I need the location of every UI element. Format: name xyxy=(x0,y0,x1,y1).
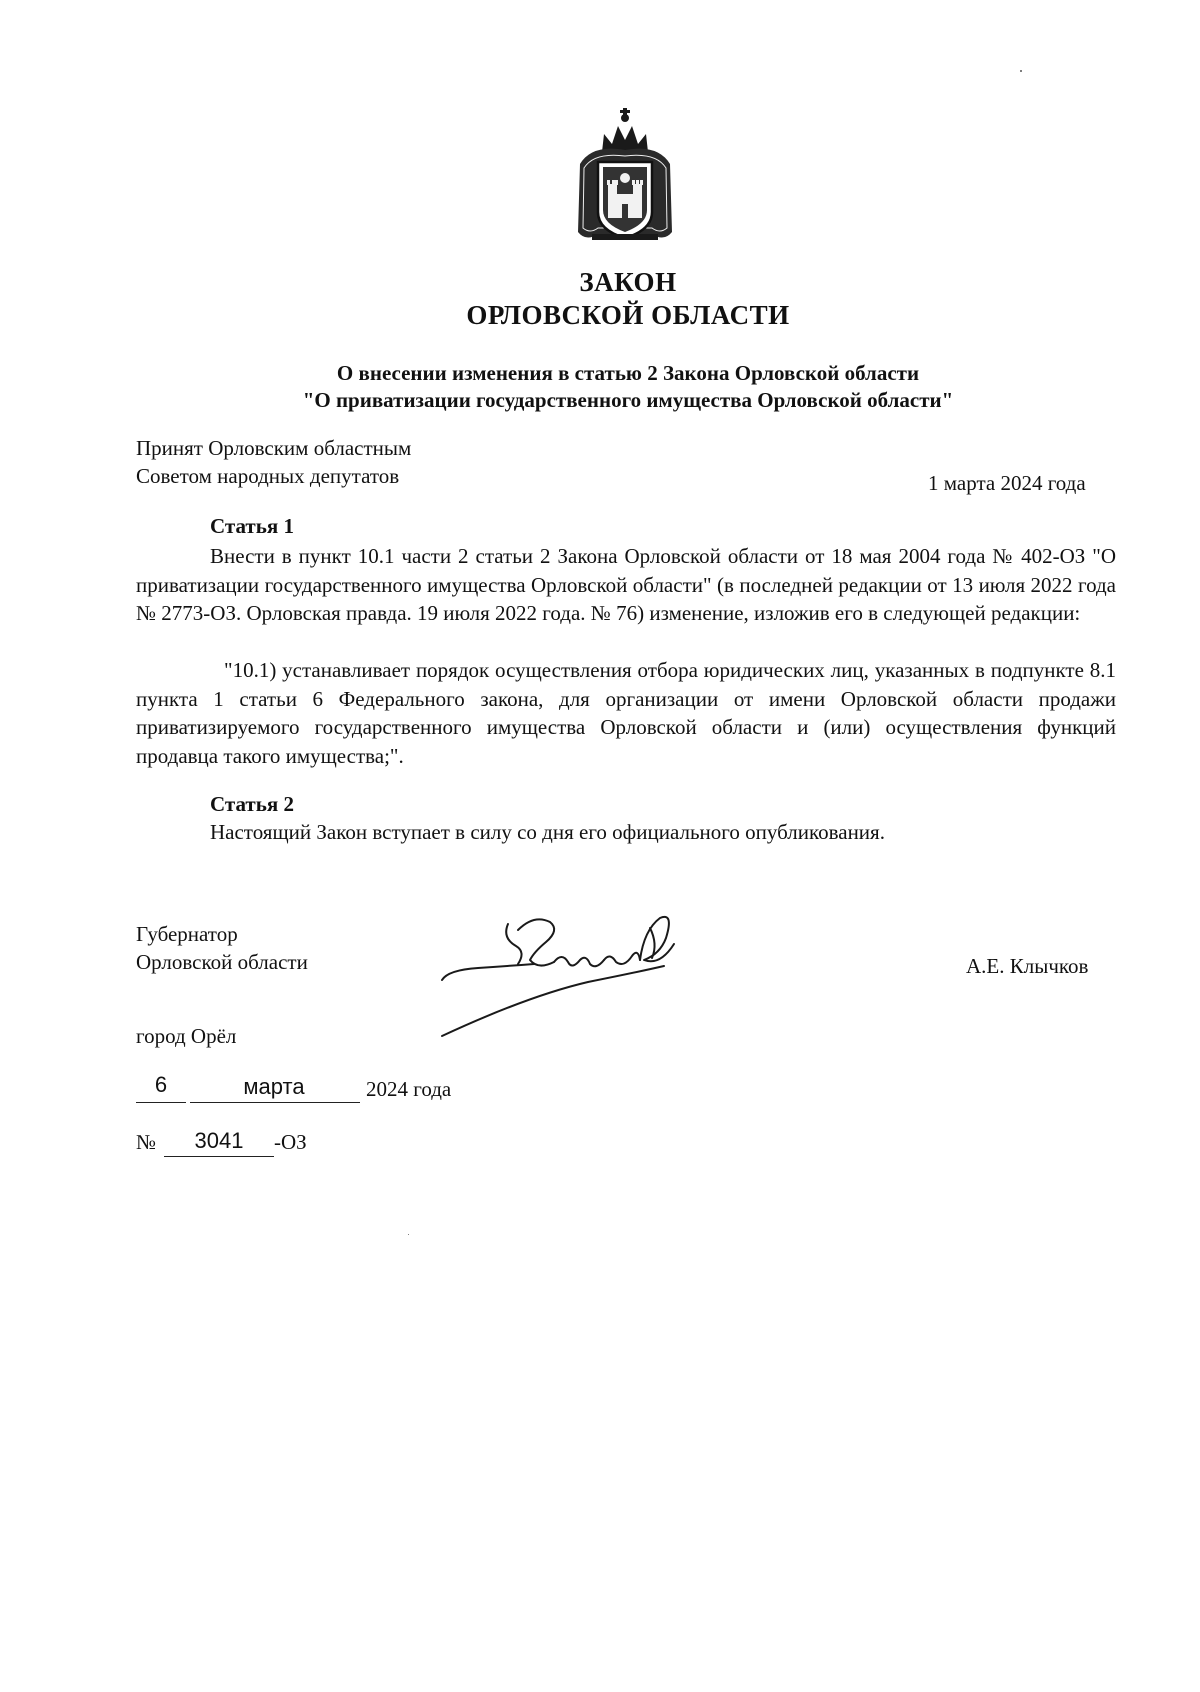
law-title: ЗАКОН xyxy=(579,267,677,297)
adopted-by-line1: Принят Орловским областным xyxy=(136,436,412,460)
governor-title-line1: Губернатор xyxy=(136,922,238,946)
governor-title-line2: Орловской области xyxy=(136,950,308,974)
law-number-suffix: -ОЗ xyxy=(274,1130,307,1154)
scan-speck xyxy=(1020,70,1022,72)
article1-paragraph2 xyxy=(136,656,1116,770)
scan-speck xyxy=(408,1234,409,1235)
article1-paragraph1 xyxy=(136,542,1116,628)
law-subtitle-line2: "О приватизации государственного имущества Орловской области" xyxy=(302,388,954,412)
law-number-prefix: № xyxy=(136,1130,157,1154)
signing-city: город Орёл xyxy=(136,1024,237,1048)
date-day: 6 xyxy=(154,1072,168,1097)
governor-name: А.Е. Клычков xyxy=(966,954,1089,978)
article2-text: Настоящий Закон вступает в силу со дня его официального опубликования. xyxy=(210,820,885,844)
adopted-date: 1 марта 2024 года xyxy=(928,471,1086,495)
adopted-by-line2: Советом народных депутатов xyxy=(136,464,400,488)
date-month-underline xyxy=(190,1102,360,1103)
date-month: марта xyxy=(243,1074,305,1099)
article1-paragraph2-text: "10.1) устанавливает порядок осуществления отбора юридических лиц, указанных в подпункте 8.1 пункта 1 статьи 6 Федерального закона, для организации от имени Орловской области продажи приватизируемого государственного имущества Орловской области и (или) осуществления функций продавца такого имущества;". xyxy=(136,658,1116,768)
law-number-underline xyxy=(164,1156,274,1157)
law-number-value: 3041 xyxy=(194,1128,244,1153)
date-day-underline xyxy=(136,1102,186,1103)
article1-heading: Статья 1 xyxy=(210,514,294,538)
coat-of-arms-emblem xyxy=(572,104,678,246)
law-title-region: ОРЛОВСКОЙ ОБЛАСТИ xyxy=(466,300,790,330)
article1-paragraph1-text: Внести в пункт 10.1 части 2 статьи 2 Закона Орловской области от 18 мая 2004 года № 402-ОЗ "О приватизации государственного имущества Орловской области" (в последней редакции от 13 июля 2022 года № 2773-ОЗ. Орловская правда. 19 июля 2022 года. № 76) изменение, изложив его в следующей редакции: xyxy=(136,544,1116,625)
governor-signature xyxy=(438,908,698,1040)
date-year: 2024 года xyxy=(366,1077,452,1101)
law-subtitle-line1: О внесении изменения в статью 2 Закона Орловской области xyxy=(336,361,920,385)
article2-heading: Статья 2 xyxy=(210,792,294,816)
